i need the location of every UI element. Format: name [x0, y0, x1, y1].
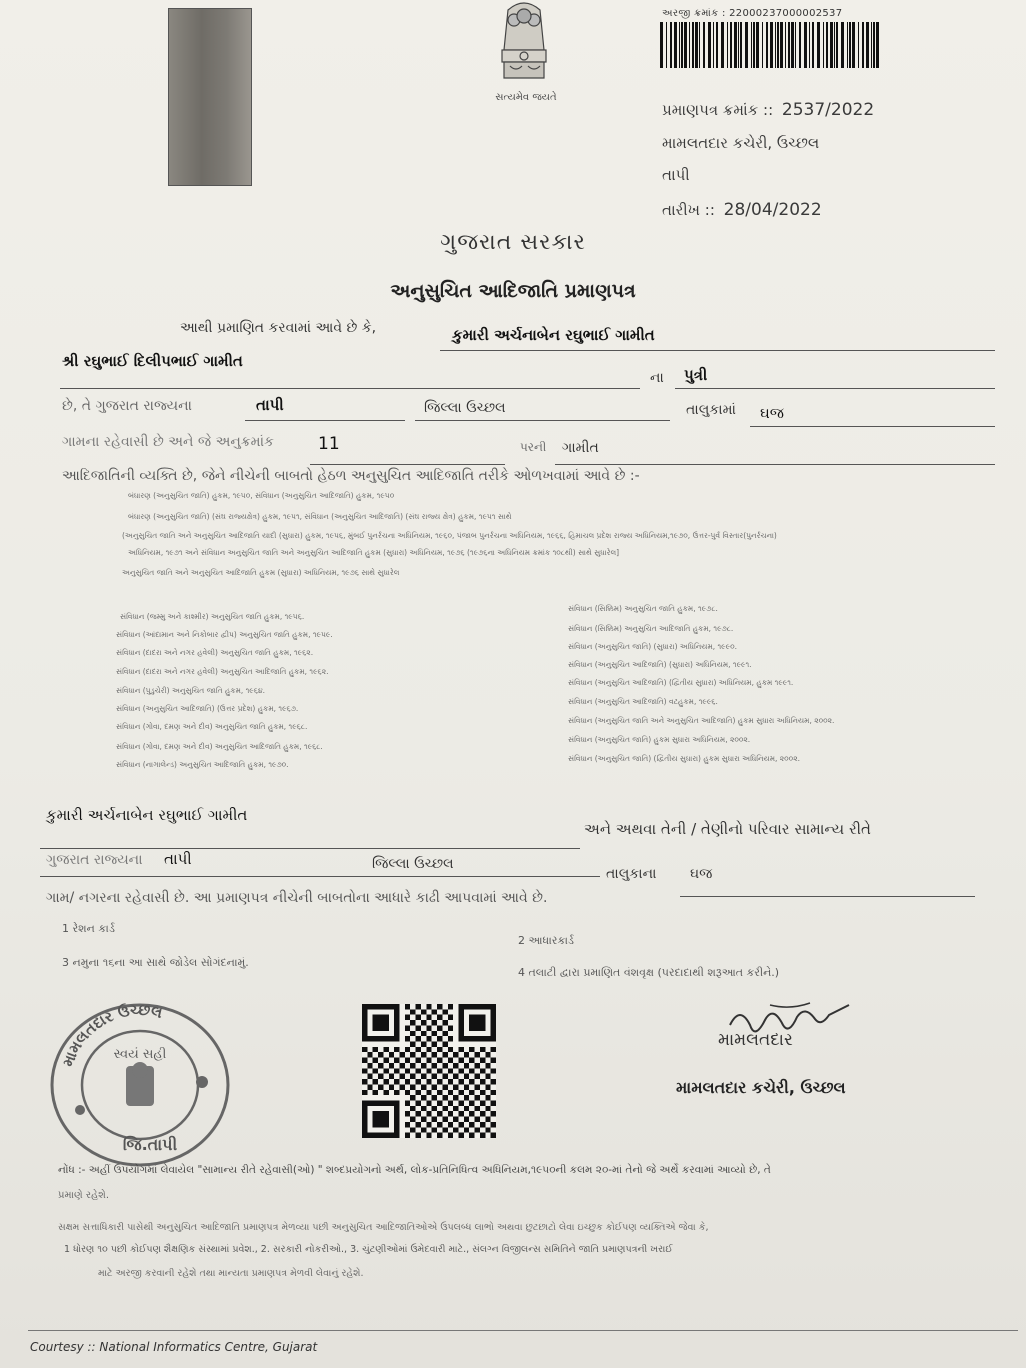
- document-item: 4 તલાટી દ્વારા પ્રમાણિત વંશવૃક્ષ (પરદાદાથી શરૂઆત કરીને.): [518, 966, 780, 979]
- issuing-district: તાપી: [662, 166, 690, 184]
- order-left-item: સંવિધાન (નાગાલેન્ડ) અનુસુચિત આદિજાતિ હુકમ, ૧૯૭૦.: [116, 760, 289, 769]
- certificate-title: અનુસુચિત આદિજાતિ પ્રમાણપત્ર: [390, 280, 636, 302]
- order-left-item: સંવિધાન (દાદરા અને નગર હવેલી) અનુસુચિત આદિજાતિ હુકમ, ૧૯૬૨.: [116, 667, 329, 676]
- qr-code[interactable]: [362, 1004, 496, 1138]
- certificate-number: પ્રમાણપત્ર ક્રમાંક :: 2537/2022: [662, 100, 875, 120]
- order-right-item: સંવિધાન (અનુસુચિત જાતિ) (દ્વિતીય સુધારા) હુકમ સુધારા અધિનિયમ, ૨૦૦૨.: [568, 754, 800, 763]
- order-line: અનુસુચિત જાતિ અને અનુસુચિત આદિજાતિ હુકમ (સુધારા) અધિનિયમ, ૧૯૭૬ સાથે સુધારેલ: [122, 568, 400, 577]
- order-right-item: સંવિધાન (અનુસુચિત આદિજાતિ) (દ્વિતીય સુધારા) અધિનિયમ, હુકમ ૧૯૯૧.: [568, 678, 794, 687]
- jilla-value: જિલ્લા ઉચ્છલ: [424, 400, 506, 416]
- order-left-item: સંવિધાન (આંદામાન અને નિકોબાર દ્વીપ) અનુસુચિત જાતિ હુકમ, ૧૯૫૯.: [116, 630, 333, 639]
- official-seal: [40, 1000, 240, 1170]
- document-item: 2 આધારકાર્ડ: [518, 934, 574, 947]
- note-1: નોંધ :- અહીં ઉપયોગમાં લેવાયેલ "સામાન્ય રીતે રહેવાસી(ઓ) " શબ્દપ્રયોગનો અર્થ, લોક-પ્રતિનિધિત્વ અધિનિયમ,૧૯૫૦ની કલમ ૨૦-માં તેનો જે અર્થે કરવામાં આવ્યો છે, તે: [58, 1164, 771, 1176]
- issue-date: તારીખ :: 28/04/2022: [662, 200, 822, 220]
- issuing-office: મામલતદાર કચેરી, ઉચ્છલ: [662, 134, 820, 152]
- father-name: શ્રી રઘુભાઈ દિલીપભાઈ ગામીત: [62, 352, 243, 370]
- emblem-motto: સત્યમેવ જયતે: [495, 92, 557, 103]
- order-line: બંધારણ (અનુસુચિત જાતિ) (સંઘ રાજ્યક્ષેત્ર) હુકમ, ૧૯૫૧, સંવિધાન (અનુસુચિત આદિજાતિ) (સંઘ રાજ્ય ક્ષેત્ર) હુકમ, ૧૯૫૧ સાથે: [128, 512, 512, 521]
- note-2: સક્ષમ સત્તાધિકારી પાસેથી અનુસુચિત આદિજાતિ પ્રમાણપત્ર મેળવ્યા પછી અનુસુચિત આદિજાતિઓએ ઉપલબ્ધ લાભો અથવા છુટછાટો લેવા ઇચ્છુક કોઈપણ વ્યક્તિએ જેવા કે,: [58, 1222, 709, 1233]
- document-item: 3 નમુના ૧૬ના આ સાથે જોડેલ સોગંદનામું.: [62, 956, 249, 969]
- order-right-item: સંવિધાન (અનુસુચિત જાતિ) હુકમ સુધારા અધિનિયમ, ૨૦૦૨.: [568, 735, 751, 744]
- order-line: (અનુસુચિત જાતિ અને અનુસુચિત આદિજાતિ યાદી (સુધારા) હુકમ, ૧૯૫૬, મુંબઈ પુનર્રચના અધિનિયમ, ૧૯૬૦, પંજાબ પુનર્રચના અધિનિયમ, ૧૯૬૬, હિમાચલ પ્રદેશ રાજ્ય અધિનિયમ,૧૯૭૦, ઉત્તર-પુર્વ વિસ્તાર(પુનર્રચના): [122, 531, 777, 540]
- order-right-item: સંવિધાન (સિક્કિમ) અનુસુચિત આદિજાતિ હુકમ, ૧૯૭૮.: [568, 624, 734, 633]
- signatory-office: મામલતદાર કચેરી, ઉચ્છલ: [676, 1078, 846, 1097]
- signatory-title: મામલતદાર: [718, 1030, 793, 1050]
- note-1-cont: પ્રમાણે રહેશે.: [58, 1190, 110, 1201]
- residence-name: કુમારી અર્ચનાબેન રઘુભાઈ ગામીત: [46, 806, 248, 824]
- order-right-item: સંવિધાન (અનુસુચિત આદિજાતિ) વટહુકમ, ૧૯૯૬.: [568, 697, 718, 706]
- family-text: અને અથવા તેની / તેણીનો પરિવાર સામાન્ય રીતે: [584, 820, 871, 838]
- serial-number: 11: [318, 434, 340, 454]
- note-2-end: માટે અરજી કરવાની રહેશે તથા માન્યતા પ્રમાણપત્ર મેળવી લેવાનું રહેશે.: [98, 1268, 364, 1279]
- seal-ring-text: મામલતદાર ઉચ્છલ: [58, 1000, 165, 1069]
- courtesy-text: Courtesy :: National Informatics Centre, Gujarat: [30, 1340, 318, 1354]
- government-title: ગુજરાત સરકાર: [440, 230, 586, 255]
- relation-prefix: ના: [650, 370, 664, 386]
- order-line: બંધારણ (અનુસુચિત જાતિ) હુકમ, ૧૯૫૦, સંવિધાન (અનુસુચિત આદિજાતિ) હુકમ, ૧૯૫૦: [128, 491, 395, 500]
- residence-village: ઘજ: [690, 866, 713, 882]
- order-line: અધિનિયમ, ૧૯૭૧ અને સંવિધાન અનુસુચિત જાતિ અને અનુસુચિત આદિજાતિ હુકમ (સુધારા) અધિનિયમ, ૧૯૭૬ (૧૯૭૬ના અધિનિયમ ક્રમાંક ૧૦૮થી) સાથે સુધારેલ]: [128, 548, 620, 557]
- tribe-value: ગામીત: [562, 440, 599, 456]
- order-right-item: સંવિધાન (અનુસુચિત આદિજાતિ) (સુધારા) અધિનિયમ, ૧૯૯૧.: [568, 660, 752, 669]
- note-2-cont: 1 ધોરણ ૧૦ પછી કોઈપણ શૈક્ષણિક સંસ્થામાં પ્રવેશ., 2. સરકારી નોકરીઓ., 3. ચુંટણીઓમાં ઉમેદવારી માટે., સંલગ્ન વિજીલન્સ સમિતિને જાતિ પ્રમાણપત્રની ખરાઈ: [64, 1244, 673, 1255]
- district-value: તાપી: [256, 396, 284, 414]
- document-item: 1 રેશન કાર્ડ: [62, 922, 115, 935]
- order-left-item: સંવિધાન (ગોવા, દમણ અને દીવ) અનુસુચિત જાતિ હુકમ, ૧૯૬૮.: [116, 722, 308, 731]
- basis-text: ગામ/ નગરના રહેવાસી છે. આ પ્રમાણપત્ર નીચેની બાબતોના આધારે કાઢી આપવામાં આવે છે.: [46, 890, 548, 906]
- order-right-item: સંવિધાન (સિક્કિમ) અનુસુચિત જાતિ હુકમ, ૧૯૭૮.: [568, 604, 718, 613]
- order-left-item: સંવિધાન (જમ્મુ અને કાશ્મીર) અનુસુચિત જાતિ હુકમ, ૧૯૫૬.: [120, 612, 305, 621]
- applicant-photo: [168, 8, 252, 186]
- order-left-item: સંવિધાન (અનુસુચિત આદિજાતિ) (ઉત્તર પ્રદેશ) હુકમ, ૧૯૬૭.: [116, 704, 299, 713]
- taluka-label: તાલુકામાં: [686, 402, 736, 418]
- barcode-label: અરજી ક્રમાંક : 22000237000002537: [662, 8, 843, 19]
- applicant-name: કુમારી અર્ચનાબેન રઘુભાઈ ગામીત: [452, 326, 655, 344]
- barcode: [660, 22, 880, 68]
- relation: પુત્રી: [684, 366, 708, 384]
- residence-district: તાપી: [164, 850, 192, 868]
- order-right-item: સંવિધાન (અનુસુચિત જાતિ) (સુધારા) અધિનિયમ, ૧૯૯૦.: [568, 642, 737, 651]
- seal-inner-bottom: જિ.તાપી: [122, 1135, 178, 1154]
- residence-taluka-label: તાલુકાના: [606, 866, 657, 882]
- par-label: પરની: [520, 440, 547, 454]
- village-value: ઘજ: [760, 404, 784, 422]
- residence-jilla: જિલ્લા ઉચ્છલ: [372, 856, 454, 872]
- order-left-item: સંવિધાન (દાદરા અને નગર હવેલી) અનુસુચિત જાતિ હુકમ, ૧૯૬૨.: [116, 648, 314, 657]
- order-left-item: સંવિધાન (પુડુચેરી) અનુસુચિત જાતિ હુકમ, ૧૯૬૪.: [116, 686, 265, 695]
- resident-text: ગામના રહેવાસી છે અને જે અનુક્રમાંક: [62, 434, 274, 450]
- intro-text: આથી પ્રમાણિત કરવામાં આવે છે કે,: [180, 320, 377, 336]
- national-emblem-icon: [488, 0, 560, 98]
- order-right-item: સંવિધાન (અનુસુચિત જાતિ અને અનુસુચિત આદિજાતિ) હુકમ સુધારા અધિનિયમ, ૨૦૦૨.: [568, 716, 835, 725]
- order-left-item: સંવિધાન (ગોવા, દમણ અને દીવ) અનુસુચિત આદિજાતિ હુકમ, ૧૯૬૮.: [116, 742, 323, 751]
- seal-inner-top: સ્વયં સહી: [113, 1047, 167, 1062]
- tribe-text: આદિજાતિની વ્યક્તિ છે, જેને નીચેની બાબતો હેઠળ અનુસુચિત આદિજાતિ તરીકે ઓળખવામાં આવે છે :-: [62, 468, 640, 484]
- state-prefix: છે, તે ગુજરાત રાજ્યના: [62, 398, 192, 414]
- residence-state-prefix: ગુજરાત રાજ્યના: [46, 852, 143, 868]
